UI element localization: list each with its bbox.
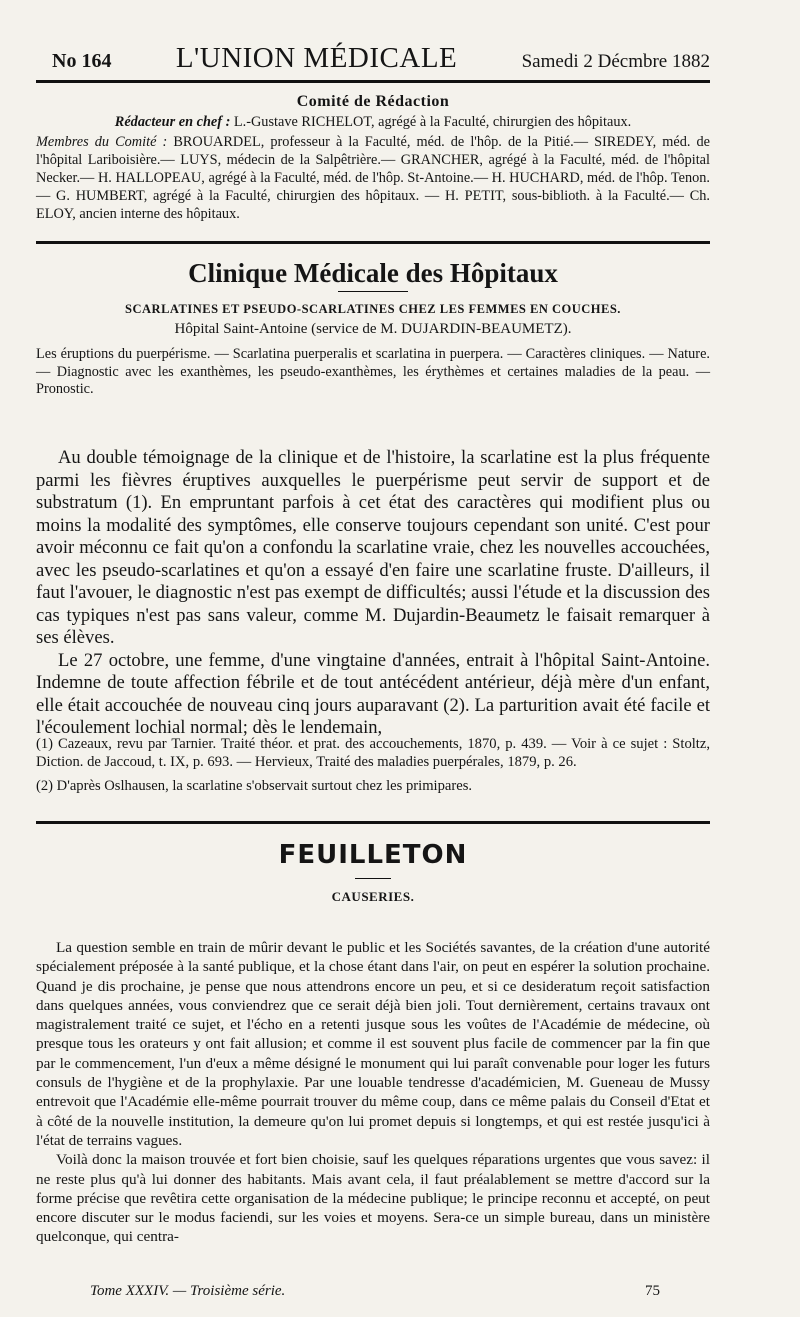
article-summary: Les éruptions du puerpérisme. — Scarlatina puerperalis et scarlatina in puerpera. — Caractères cliniques. — Nature. — Diagnostic avec les exanthèmes, les pseudo-exanthèmes, les érythèmes et certaines maladies de la peau. — Pronostic.: [36, 346, 710, 397]
body-paragraph: Voilà donc la maison trouvée et fort bien choisie, sauf les quelques réparations urgentes que vous savez: il ne reste plus qu'à lui donner des habitants. Mais avant cela, il faut préalablement se mettre d'accord sur la forme précise que revêtira cette organisation de la médecine publique; le principe reconnu et accepté, on peut encore discuter sur le modus faciendi, sur les voies et moyens. Sera-ce un simple bureau, dans un ministère quelconque, qui centra-: [36, 1151, 710, 1246]
journal-title: L'UNION MÉDICALE: [175, 42, 458, 74]
issue-number: No 164: [52, 50, 112, 72]
committee-rule: [36, 241, 710, 244]
members-label: Membres du Comité :: [36, 134, 168, 150]
body-paragraph: La question semble en train de mûrir devant le public et les Sociétés savantes, de la création d'une autorité spécialement préposée à la santé publique, et la chose étant dans l'air, on peut en espérer la solution prochaine. Quand je dis prochaine, je pense que nous attendrons encore un peu, et si ce desideratum reçoit satisfaction dans quelques années, vous conviendrez que ce serait déjà bien joli. Tout dernièrement, certains travaux ont magistralement traité ce sujet, et l'écho en a retenti jusque sous les voûtes de l'Académie de médecine, où presque tous les orateurs y ont fait allusion; et comme il est souvent plus facile de commencer par la fin que par le commencement, l'un d'eux a même désigné le monument qui lui paraît convenable pour loger les futurs consuls de l'hygiène et de la prophylaxie. Par une louable tendresse d'académicien, M. Gueneau de Mussy entrevoit que l'Académie elle-même pourrait trouver du même coup, dans ce même palais du Conseil d'Etat et à côté de la nouvelle institution, la demeure qu'on lui promet depuis si longtemps, et qui est restée jusqu'ici à l'état de terrains vagues.: [36, 939, 710, 1149]
committee-members: [36, 133, 710, 223]
footnote: (2) D'après Oslhausen, la scarlatine s'observait surtout chez les primipares.: [36, 778, 473, 794]
feuilleton-rule: [36, 821, 710, 824]
masthead: [52, 42, 710, 75]
masthead-rule: [36, 80, 710, 83]
page-number: 75: [645, 1283, 660, 1299]
chief-editor-line: [36, 113, 710, 131]
editorial-committee: [36, 93, 710, 223]
page-footer: [90, 1283, 660, 1300]
feuilleton-body: [36, 938, 710, 1247]
issue-date: Samedi 2 Décmbre 1882: [521, 51, 710, 72]
article-title: SCARLATINES ET PSEUDO-SCARLATINES CHEZ LES FEMMES EN COUCHES.: [125, 302, 621, 316]
clinique-body: [36, 447, 710, 740]
section-title: Clinique Médicale des Hôpitaux: [188, 258, 558, 288]
body-paragraph: Le 27 octobre, une femme, d'une vingtaine d'années, entrait à l'hôpital Saint-Antoine. Indemne de toute affection fébrile et de tout antécédent antérieur, déjà mère d'un enfant, elle était accouchée de nouveau cinq jours auparavant (2). La parturition avait été facile et l'écoulement lochial normal; dès le lendemain,: [36, 649, 710, 738]
volume-series: Tome XXXIV. — Troisième série.: [90, 1283, 286, 1299]
footnote: (1) Cazeaux, revu par Tarnier. Traité théor. et prat. des accouchements, 1870, p. 439. — Voir à ce sujet : Stoltz, Diction. de Jaccoud, t. IX, p. 693. — Hervieux, Traité des maladies puerpérales, 1879, p. 26.: [36, 736, 710, 770]
footnotes: [36, 735, 710, 795]
committee-title: Comité de Rédaction: [296, 93, 450, 110]
chief-editor-text: L.-Gustave RICHELOT, agrégé à la Faculté, chirurgien des hôpitaux.: [230, 114, 632, 130]
body-paragraph: Au double témoignage de la clinique et de l'histoire, la scarlatine est la plus fréquente parmi les fièvres éruptives auxquelles le puerpérisme peut servir de support et de substratum (1). En empruntant parfois à cet état des caractères qui modifient plus ou moins la modalité des symptômes, elle conserve toujours cependant son unité. C'est pour avoir méconnu ce fait qu'on a confondu la scarlatine vraie, chez les nouvelles accouchées, avec les pseudo-scarlatines et qu'on a essayé d'en faire une scarlatine fruste. D'ailleurs, il faut l'avouer, le diagnostic n'est pas exempt de difficultés; aussi l'étude et la discussion des cas typiques n'est pas sans valeur, comme M. Dujardin-Beaumetz le faisait remarquer à ses élèves.: [36, 447, 710, 648]
clinique-section: [36, 258, 710, 399]
title-ornament-rule: [338, 291, 408, 292]
feuilleton-section: [36, 840, 710, 905]
causeries-title: CAUSERIES.: [331, 889, 415, 904]
feuilleton-ornament-rule: [355, 878, 391, 879]
chief-editor-label: Rédacteur en chef :: [114, 114, 231, 130]
members-text: BROUARDEL, professeur à la Faculté, méd. de l'hôp. de la Pitié.— SIREDEY, méd. de l'hôpital Lariboisière.— LUYS, médecin de la Salpêtrière.— GRANCHER, agrégé à la Faculté, méd. de l'hôpital Necker.— H. HALLOPEAU, agrégé à la Faculté, méd. de l'hôp. St-Antoine.— H. HUCHARD, méd. de l'hôp. Tenon.— G. HUMBERT, agrégé à la Faculté, chirurgien des hôpitaux. — H. PETIT, sous-biblioth. à la Faculté.— Ch. ELOY, ancien interne des hôpitaux.: [36, 134, 710, 222]
feuilleton-title: FEUILLETON: [278, 840, 468, 870]
hospital-line: Hôpital Saint-Antoine (service de M. DUJARDIN-BEAUMETZ).: [174, 321, 572, 337]
